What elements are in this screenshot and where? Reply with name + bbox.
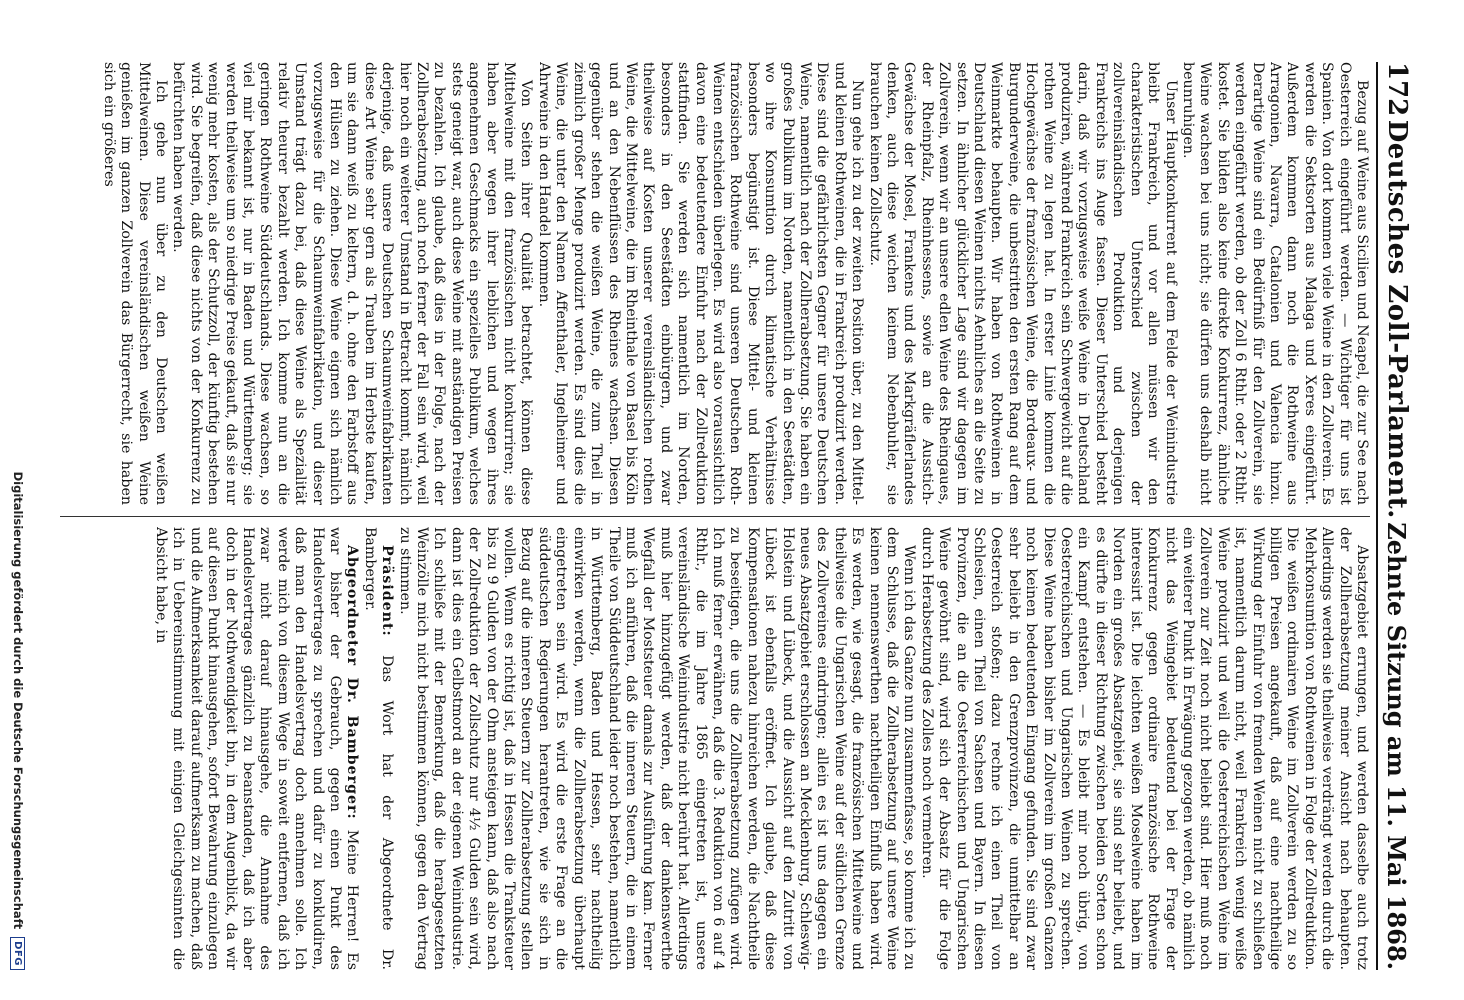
speaker-text: Meine Herren! Es war bisher der Gebrauch, gegen einen Punkt des Handelsvertrages zu sprechen und dafür zu konkludiren, daß man den Handelsvertrag doch annehmen solle. Ich werde mich von diesem Wege in soweit entfernen, daß ich zwar nicht darauf hinausgehe, die Annahme des Handelsvertrages gänzlich zu beanstanden, daß ich aber doch in der Nothwendigkeit bin, in dem Augenblick, da wir auf diesen Punkt hinausgehen, sofort Bewahrung einzulegen und die Aufmerksamkeit darauf aufmerksam zu machen, daß ich in Uebereinstimmung mit einigen Gleichgesinnten die Absicht habe, in (152, 527, 361, 970)
column-left (40, 62, 1370, 505)
text-columns (40, 62, 1370, 970)
paragraph: Von Seiten ihrer Qualität betrachtet, können diese Mittelweine mit den französischen nicht konkurriren; sie haben aber wegen ihrer lieblichen und wegen ihres angenehmen Geschmacks ein spezielles Publikum, welches stets geneigt war, auch diese Weine mit anständigen Preisen zu bezahlen. Ich glaube, daß dies in der Folge, nach der Zollherabsetzung, auch noch ferner der Fall sein wird, weil hier noch ein weiterer Umstand in Betracht kommt, nämlich derjenige, daß unsere Deutschen Schaumweinfabrikanten diese Art Weine sehr gern als Trauben im Herbste kaufen, um sie dann weiß zu keltern, d. h. ohne den Farbstoff aus den Hülsen zu ziehen. Diese Weine eignen sich nämlich vorzugsweise für die Schaumweinfabrikation, und dieser Umstand trägt dazu bei, daß diese Weine als Spezialität relativ theurer bezahlt werden. Ich komme nun an die geringen Rothweine Süddeutschlands. Diese wachsen, so viel mir bekannt ist, nur in Baden und Württemberg; sie werden theilweise um so niedrige Preise gekauft, daß sie nur wenig mehr kosten, als der Schutzzoll, der künftig bestehen wird. Sie begreifen, daß diese nichts von der Konkurrenz zu befürchten haben werden. (170, 62, 535, 505)
president-statement (360, 527, 395, 970)
paragraph: Absatzgebiet errungen, und werden dasselbe auch trotz der Zollherabsetzung meiner Ansicht nach behaupten. Allerdings werden sie theilweise verdrängt werden durch die Mehrkonsumtion von Rothweinen in Folge der Zollreduktion. Die weißen ordinairen Weine im Zollverein werden zu so billigen Preisen angekauft, daß auf eine nachtheilige Wirkung der Einfuhr von fremden Weinen nicht zu schließen ist, namentlich darum nicht, weil Frankreich wenig weiße Weine produzirt und weil die Oesterreichischen Weine im Zollverein zur Zeit noch nicht beliebt sind. Hier muß noch ein weiterer Punkt in Erwägung gezogen werden, ob nämlich nicht das Weingebiet bedeutend bei der Frage der Konkurrenz gegen ordinaire französische Rothweine interessirt ist. Die leichten weißen Moselweine haben im Norden ein großes Absatzgebiet, sie sind sehr beliebt, und es dürfte in dieser Richtung zwischen beiden Sorten schon ein Kampf entstehen. — Es bleibt mir noch übrig, von Oesterreichischen und Ungarischen Weinen zu sprechen. Diese Weine haben bisher im Zollverein im großen Ganzen noch keinen bedeutenden Eingang gefunden. Sie sind zwar sehr beliebt in den Grenzprovinzen, die unmittelbar an Oesterreich stoßen; dazu rechne ich einen Theil von Schlesien, einen Theil von Sachsen und Bayern. In diesen Provinzen, die an die Oesterreichischen und Ungarischen Weine gewöhnt sind, wird sich der Absatz für die Folge durch Herabsetzung des Zolles noch vermehren. (918, 527, 1370, 970)
page-number: 172 (1382, 62, 1412, 117)
paragraph: Unser Hauptkonkurrent auf dem Felde der Weinindustrie bleibt Frankreich, und vor allen müssen wir den charakteristischen Unterschied zwischen der zollvereinsländischen Produktion und derjenigen Frankreichs ins Auge fassen. Dieser Unterschied besteht darin, daß wir vorzugsweise weiße Weine in Deutschland produziren, während Frankreich sein Schwergewicht auf die rothen Weine zu legen hat. In erster Linie kommen die Hochgewächse der französischen Weine, die Bordeaux- und Burgunderweine, die unbestritten den ersten Rang auf dem Weinmarkte behaupten. Wir haben von Rothweinen in Deutschland diesen Weinen nichts Aehnliches an die Seite zu setzen. In ähnlicher glücklicher Lage sind wir dagegen im Zollverein, wenn wir an unsere edlen Weine des Rheingaues, der Rheinpfalz, Rheinhessens, sowie an die Ausstich-Gewächse der Mosel, Frankens und des Markgräflerlandes denken, auch diese weichen keinem Nebenbuhler, sie brauchen keinen Zollschutz. (866, 62, 1179, 505)
dfg-logo: DFG (11, 937, 26, 970)
speaker-statement (152, 527, 361, 970)
digitization-note (6, 62, 30, 970)
digitization-text: Digitalisierung gefördert durch die Deutsche Forschungsgemeinschaft (11, 471, 25, 930)
paragraph: Ich gehe nun über zu den Deutschen weißen Mittelweinen. Diese vereinsländischen weißen Weine genießen im ganzen Zollverein das Bürgerrecht, sie haben sich ein größeres (100, 62, 169, 505)
paragraph: Nun gehe ich zu der zweiten Position über, zu den Mittel- und kleinen Rothweinen, die in Frankreich produzirt werden. Diese sind die gefährlichsten Gegner für unsere Deutschen Weine, namentlich nach der Zollherabsetzung. Sie haben ein großes Publikum im Norden, namentlich in den Seestädten, wo ihre Konsumtion durch klimatische Verhältnisse besonders begünstigt ist. Diese Mittel- und kleinen französischen Rothweine sind unseren Deutschen Roth-Weinen entschieden überlegen. Es wird also voraussichtlich davon eine bedeutendere Einfuhr nach der Zollreduktion stattfinden. Sie werden sich namentlich im Norden, besonders in den Seestädten einbürgern, und zwar theilweise auf Kosten unserer vereinsländischen rothen Weine, die Mittelweine, die im Rheinthale von Basel bis Köln und an den Nebenflüssen des Rheines wachsen. Diesen gegenüber stehen die weißen Weine, die zum Theil in ziemlich großer Menge produzirt werden. Es sind dies die Weine, die unter den Namen Affenthaler, Ingelheimer und Ahrweine in den Handel kommen. (535, 62, 866, 505)
speaker-text: Das Wort hat der Abgeordnete Dr. Bamberger. (361, 527, 396, 970)
column-right (40, 527, 1370, 970)
paragraph: Bezug auf Weine aus Sicilien und Neapel, die zur See nach Oesterreich eingeführt werden. — Wichtiger für uns ist Spanien. Von dort kommen viele Weine in den Zollverein. Es werden die Sektsorten aus Malaga und Xeres eingeführt. Außerdem kommen dann noch die Rothweine aus Arragonien, Navarra, Catalonien und Valencia hinzu. Derartige Weine sind ein Bedürfniß für den Zollverein, sie werden eingeführt werden, ob der Zoll 6 Rthlr. oder 2 Rthlr. kostet. Sie bilden also keine direkte Konkurrenz, ähnliche Weine wachsen bei uns nicht; sie dürfen uns deshalb nicht beunruhigen. (1179, 62, 1370, 505)
page-header (1376, 62, 1432, 970)
speaker-name: Abgeordneter Dr. Bamberger: (344, 545, 361, 820)
session-title: Zehnte Sitzung am 11. Mai 1868. (1382, 522, 1411, 970)
speaker-name: Präsident: (379, 545, 396, 637)
paragraph: Wenn ich das Ganze nun zusammenfasse, so komme ich zu dem Schlusse, daß die Zollherabsetzung auf unsere Weine keinen nennenswerthen nachtheiligen Einfluß haben wird. Es werden, wie gesagt, die französischen Mittelweine und theilweise die Ungarischen Weine auf der südlichen Grenze des Zollvereines eindringen; allein es ist uns dagegen ein neues Absatzgebiet erschlossen an Mecklenburg, Schleswig-Holstein und Lübeck, und die Aussicht auf den Zutritt von Lübeck ist ebenfalls eröffnet. Ich glaube, daß diese Kompensationen nahezu hinreichen werden, die Nachtheile zu beseitigen, die uns die Zollherabsetzung zufügen wird. Ich muß ferner erwähnen, daß die 3. Reduktion von 6 auf 4 Rthlr., die im Jahre 1865 eingetreten ist, unsere vereinsländische Weinindustrie nicht berührt hat. Allerdings muß hier hinzugefügt werden, daß der dankenswerthe Wegfall der Moststeuer damals zur Ausführung kam. Ferner muß ich anführen, daß die inneren Steuern, die in einem Theile von Süddeutschland leider noch bestehen, namentlich in Württemberg, Baden und Hessen, sehr nachtheilig einwirken werden, wenn die Zollherabsetzung überhaupt eingetreten sein wird. Es wird die erste Frage an die süddeutschen Regierungen herantreten, wie sie sich in Bezug auf die inneren Steuern zur Zollherabsetzung stellen wollen. Wenn es richtig ist, daß in Hessen die Tranksteuer bis zu 9 Gulden von der Ohm ansteigen kann, daß also nach der Zollreduktion der Zollschutz nur 4½ Gulden sein wird, dann ist dies ein Gelbstmord an der eigenen Weinindustrie. Ich schließe mit der Bemerkung, daß die herabgesetzten Weinzölle mich nicht bestimmen können, gegen den Vertrag zu stimmen. (396, 527, 918, 970)
page-title: Deutsches Zoll-Parlament. (1382, 119, 1412, 519)
